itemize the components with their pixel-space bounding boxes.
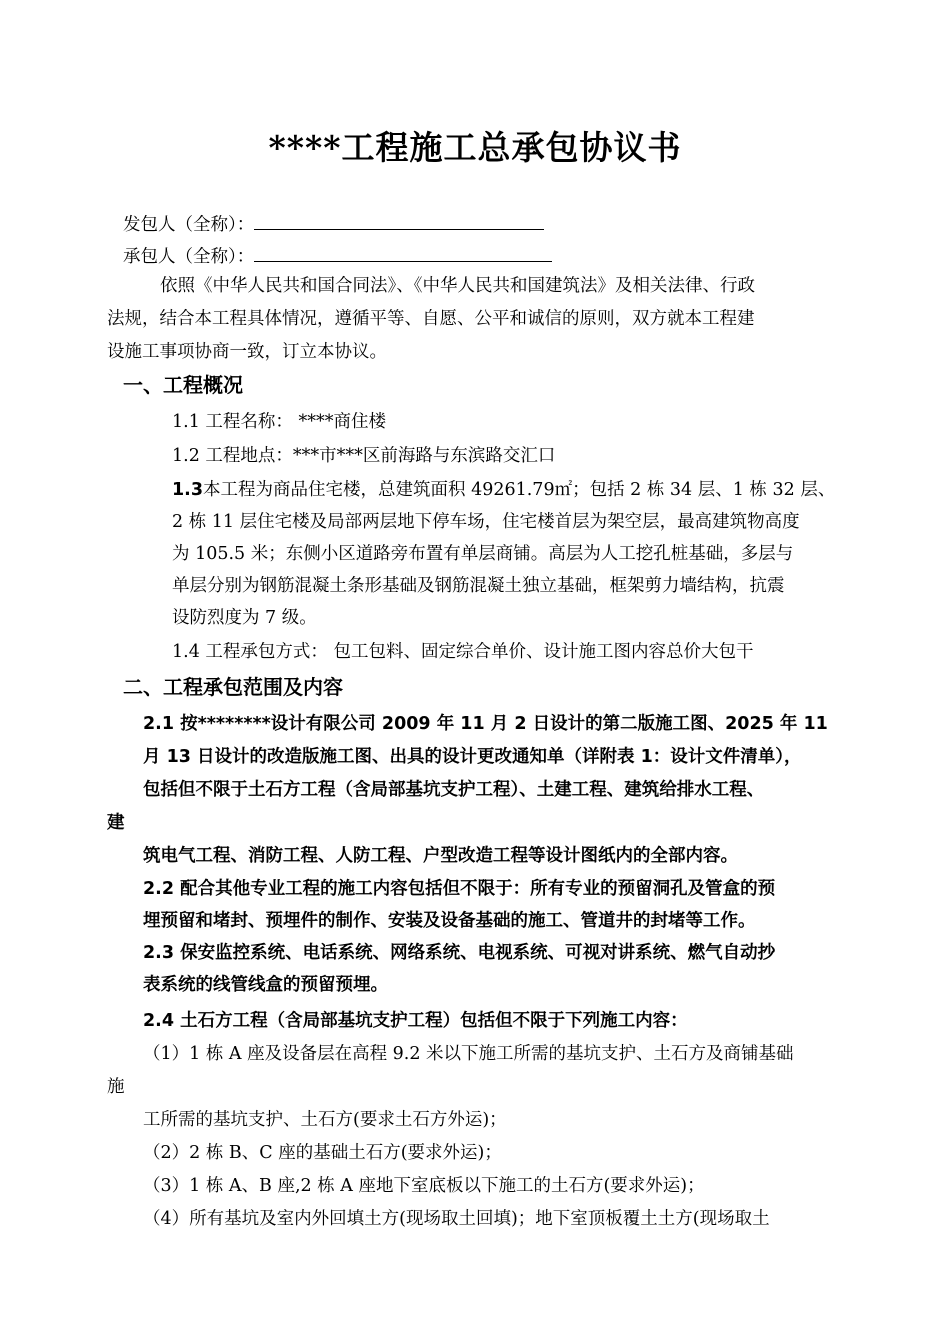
item-1-4: 1.4 工程承包方式： 包工包料、固定综合单价、设计施工图内容总价大包干: [172, 642, 754, 662]
sub-item-1-line-3: 工所需的基坑支护、土石方(要求土石方外运)；: [143, 1110, 507, 1130]
item-2-4: 2.4 土石方工程（含局部基坑支护工程）包括但不限于下列施工内容：: [143, 1011, 688, 1031]
employer-label: 发包人（全称）：: [123, 215, 255, 235]
item-1-2: 1.2 工程地点：***市***区前海路与东滨路交汇口: [172, 446, 556, 466]
intro-line-1: 依照《中华人民共和国合同法》、《中华人民共和国建筑法》及相关法律、行政: [160, 276, 755, 296]
item-2-3-line-1: 2.3 保安监控系统、电话系统、网络系统、电视系统、可视对讲系统、燃气自动抄: [143, 943, 776, 963]
contractor-name-blank[interactable]: [254, 243, 552, 262]
item-1-3-line-4: 单层分别为钢筋混凝土条形基础及钢筋混凝土独立基础，框架剪力墙结构，抗震: [172, 576, 785, 596]
item-2-1-line-2: 月 13 日设计的改造版施工图、出具的设计更改通知单（详附表 1：设计文件清单），: [143, 747, 802, 767]
sub-item-4: （4）所有基坑及室内外回填土方(现场取土回填)；地下室顶板覆土土方(现场取土: [143, 1209, 770, 1229]
item-2-1-line-1: 2.1 按********设计有限公司 2009 年 11 月 2 日设计的第二版施工图、2025 年 11: [143, 714, 828, 734]
contractor-label: 承包人（全称）：: [123, 247, 255, 267]
item-1-3-line-1: [172, 479, 835, 501]
contractor-line: [123, 243, 552, 268]
item-1-3-text: 本工程为商品住宅楼，总建筑面积 49261.79㎡；包括 2 栋 34 层、1 栋 32 层、: [203, 480, 836, 500]
employer-line: [123, 211, 544, 236]
item-2-3-line-2: 表系统的线管线盒的预留预埋。: [143, 975, 388, 995]
item-1-3-line-5: 设防烈度为 7 级。: [172, 608, 317, 628]
item-1-3-number: 1.3: [172, 480, 204, 500]
intro-line-2: 法规，结合本工程具体情况，遵循平等、自愿、公平和诚信的原则，双方就本工程建: [107, 309, 755, 329]
item-2-1-line-3: 包括但不限于土石方工程（含局部基坑支护工程）、土建工程、建筑给排水工程、: [143, 780, 765, 800]
item-2-2-line-2: 埋预留和堵封、预埋件的制作、安装及设备基础的施工、管道井的封堵等工作。: [143, 911, 756, 931]
item-1-3-line-3: 为 105.5 米；东侧小区道路旁布置有单层商铺。高层为人工挖孔桩基础，多层与: [172, 544, 794, 564]
section-2-heading: 二、工程承包范围及内容: [123, 675, 343, 699]
section-1-heading: 一、工程概况: [123, 373, 243, 397]
intro-line-3: 设施工事项协商一致，订立本协议。: [107, 342, 387, 362]
sub-item-1-line-1: （1）1 栋 A 座及设备层在高程 9.2 米以下施工所需的基坑支护、土石方及商铺基础: [143, 1044, 794, 1064]
item-1-3-line-2: 2 栋 11 层住宅楼及局部两层地下停车场，住宅楼首层为架空层，最高建筑物高度: [172, 512, 800, 532]
sub-item-3: （3）1 栋 A、B 座,2 栋 A 座地下室底板以下施工的土石方(要求外运)；: [143, 1176, 705, 1196]
item-2-2-line-1: 2.2 配合其他专业工程的施工内容包括但不限于：所有专业的预留洞孔及管盒的预: [143, 879, 776, 899]
document-title: ****工程施工总承包协议书: [268, 128, 682, 167]
sub-item-1-line-2: 施: [107, 1077, 125, 1097]
item-2-1-line-4: 建: [107, 813, 125, 833]
item-2-1-line-5: 筑电气工程、消防工程、人防工程、户型改造工程等设计图纸内的全部内容。: [143, 846, 738, 866]
sub-item-2: （2）2 栋 B、C 座的基础土石方(要求外运)；: [143, 1143, 502, 1163]
employer-name-blank[interactable]: [254, 211, 544, 230]
item-1-1: 1.1 工程名称： ****商住楼: [172, 412, 386, 432]
